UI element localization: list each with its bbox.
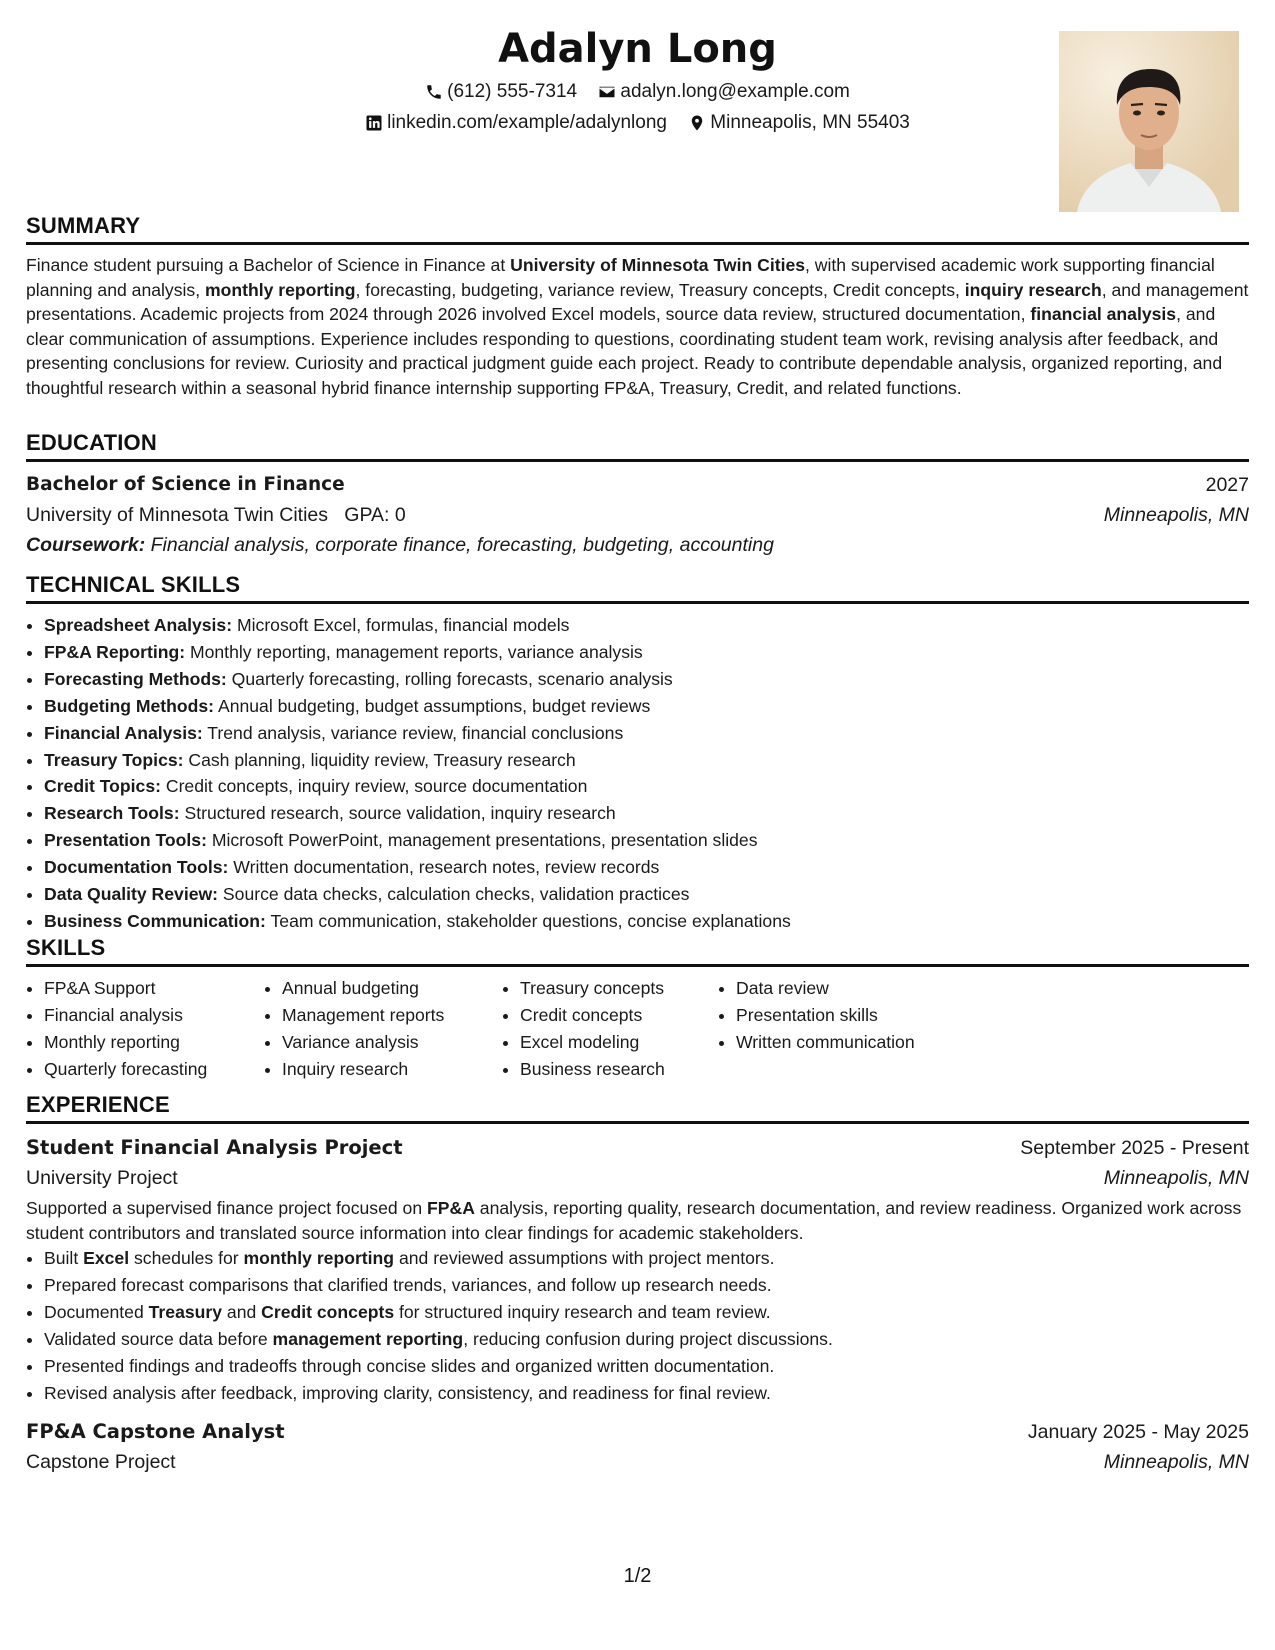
technical-skill-item xyxy=(44,693,1249,720)
education-section xyxy=(26,430,1249,560)
job-bullet-item xyxy=(44,1326,1249,1353)
job-bullet-emphasis: Excel xyxy=(83,1248,130,1268)
coursework-row xyxy=(26,530,1249,560)
job-bullet-emphasis: Treasury xyxy=(148,1301,223,1322)
skill-item: • Annual budgeting xyxy=(282,975,502,1002)
technical-skill-value: Trend analysis, variance review, financial conclusions xyxy=(202,722,624,743)
envelope-icon xyxy=(598,83,616,101)
skill-item: • Credit concepts xyxy=(520,1002,718,1029)
job-bullet-item xyxy=(44,1353,1249,1380)
section-heading-education: EDUCATION xyxy=(26,430,1249,462)
summary-emphasis: University of Minnesota Twin Cities xyxy=(510,255,806,275)
job-summary-text: Supported a supervised finance project focused on xyxy=(26,1198,428,1218)
technical-skill-value: Structured research, source validation, inquiry research xyxy=(179,803,616,824)
job-bullet-text: Documented xyxy=(44,1301,149,1322)
job-title: Student Financial Analysis Project xyxy=(26,1136,403,1159)
technical-skill-value: Source data checks, calculation checks, validation practices xyxy=(218,884,690,905)
skills-column-1 xyxy=(26,975,264,1083)
location-text: Minneapolis, MN 55403 xyxy=(710,112,910,133)
education-school-row xyxy=(26,500,1249,530)
email-contact[interactable] xyxy=(598,80,849,104)
skills-column-4 xyxy=(718,975,986,1083)
resume-page xyxy=(26,0,1249,1650)
technical-skill-label: Business Communication: xyxy=(44,910,266,931)
summary-text: , and clear communication of assumptions. Experience includes responding to questions, coordinating student team work, revising analysis after feedback, and presenting conclusions for review. Curiosity and practical judgment guide each project. Ready to contribute dependable analysis, organized reporting, and thoughtful research within a seasonal hybrid finance internship supporting FP&A, Treasury, Credit, and related functions. xyxy=(26,304,1223,398)
job-organization: University Project xyxy=(26,1167,178,1189)
job-bullets xyxy=(26,1245,1249,1406)
job-bullet-text: schedules for xyxy=(129,1248,244,1268)
technical-skill-item xyxy=(44,773,1249,800)
phone-icon xyxy=(425,83,443,101)
experience-section xyxy=(26,1092,1249,1476)
technical-skill-item xyxy=(44,854,1249,881)
summary-text: , forecasting, budgeting, variance review, Treasury concepts, Credit concepts, xyxy=(355,279,965,300)
summary-section xyxy=(26,213,1249,400)
technical-skill-label: Research Tools: xyxy=(44,803,180,824)
job-org-row xyxy=(26,1164,1249,1192)
linkedin-contact[interactable] xyxy=(365,111,667,135)
skill-item: • Inquiry research xyxy=(282,1056,502,1083)
skill-item: • Business research xyxy=(520,1056,718,1083)
job-title-row xyxy=(26,1132,1249,1164)
job-summary xyxy=(26,1196,1249,1245)
job-summary-emphasis: FP&A xyxy=(427,1198,475,1218)
job-bullet-text: Validated source data before xyxy=(44,1328,273,1349)
phone-text: (612) 555-7314 xyxy=(447,81,578,102)
skill-item: • Variance analysis xyxy=(282,1029,502,1056)
skills-column-3 xyxy=(502,975,718,1083)
technical-skill-item xyxy=(44,827,1249,854)
technical-skills-section xyxy=(26,572,1249,935)
experience-entry xyxy=(26,1416,1249,1476)
technical-skill-item xyxy=(44,666,1249,693)
location-contact xyxy=(688,111,910,135)
summary-emphasis: financial analysis xyxy=(1030,304,1177,324)
profile-photo xyxy=(1059,31,1239,212)
summary-text: , and management presentations. Academic projects from 2024 through 2026 involved Excel models, source data review, structured documentation, xyxy=(26,279,1249,324)
school-name: University of Minnesota Twin Cities xyxy=(26,504,329,526)
technical-skill-label: Presentation Tools: xyxy=(44,830,207,851)
skill-item: • Data review xyxy=(736,975,986,1002)
job-bullet-item xyxy=(44,1299,1249,1326)
job-bullet-item xyxy=(44,1380,1249,1407)
job-dates: January 2025 - May 2025 xyxy=(1027,1421,1249,1444)
skills-columns xyxy=(26,975,1249,1083)
technical-skill-label: Treasury Topics: xyxy=(44,749,184,770)
job-title-row xyxy=(26,1416,1249,1448)
summary-paragraph xyxy=(26,253,1249,400)
technical-skill-item xyxy=(44,800,1249,827)
skills-column-2 xyxy=(264,975,502,1083)
skill-item: • Written communication xyxy=(736,1029,986,1056)
resume-header xyxy=(26,0,1249,215)
job-bullet-text: Prepared forecast comparisons that clarified trends, variances, and follow up research needs. xyxy=(44,1274,772,1295)
coursework-list: Financial analysis, corporate finance, forecasting, budgeting, accounting xyxy=(150,534,774,556)
profile-portrait-illustration xyxy=(1059,31,1239,212)
job-bullet-item xyxy=(44,1272,1249,1299)
job-location: Minneapolis, MN xyxy=(1103,1451,1249,1474)
technical-skill-value: Monthly reporting, management reports, variance analysis xyxy=(185,641,643,662)
job-title: FP&A Capstone Analyst xyxy=(26,1420,285,1444)
phone-contact xyxy=(425,80,577,104)
technical-skill-value: Credit concepts, inquiry review, source documentation xyxy=(160,776,588,797)
school-location: Minneapolis, MN xyxy=(1103,504,1249,526)
technical-skill-item xyxy=(44,747,1249,774)
job-dates: September 2025 - Present xyxy=(1020,1137,1249,1159)
experience-entry xyxy=(26,1132,1249,1406)
graduation-year: 2027 xyxy=(1205,474,1249,496)
job-bullet-text: Revised analysis after feedback, improving clarity, consistency, and readiness for final review. xyxy=(44,1382,771,1403)
education-degree-row xyxy=(26,470,1249,500)
skill-item: • Treasury concepts xyxy=(520,975,718,1002)
technical-skill-item xyxy=(44,639,1249,666)
summary-emphasis: inquiry research xyxy=(964,279,1102,300)
job-location: Minneapolis, MN xyxy=(1103,1167,1249,1189)
technical-skill-value: Microsoft PowerPoint, management presentations, presentation slides xyxy=(206,830,758,851)
section-heading-skills: SKILLS xyxy=(26,935,1249,967)
skills-section xyxy=(26,935,1249,1083)
map-pin-icon xyxy=(688,114,706,132)
technical-skill-item xyxy=(44,720,1249,747)
technical-skill-value: Team communication, stakeholder questions, concise explanations xyxy=(265,910,791,931)
job-bullet-text: Presented findings and tradeoffs through concise slides and organized written documentation. xyxy=(44,1355,775,1376)
email-text[interactable]: adalyn.long@example.com xyxy=(620,81,850,102)
technical-skill-label: Forecasting Methods: xyxy=(44,668,227,689)
technical-skill-label: Documentation Tools: xyxy=(44,857,229,878)
gpa: GPA: 0 xyxy=(344,504,406,526)
job-bullet-text: for structured inquiry research and team review. xyxy=(394,1301,771,1322)
technical-skill-label: Spreadsheet Analysis: xyxy=(44,615,233,635)
skill-item: • FP&A Support xyxy=(44,975,264,1002)
technical-skill-value: Annual budgeting, budget assumptions, budget reviews xyxy=(214,695,651,716)
technical-skills-list xyxy=(26,612,1249,935)
section-heading-technical-skills: TECHNICAL SKILLS xyxy=(26,572,1249,604)
job-bullet-text: Built xyxy=(44,1248,84,1268)
technical-skill-label: Budgeting Methods: xyxy=(44,695,215,716)
job-org-row xyxy=(26,1448,1249,1476)
degree-title: Bachelor of Science in Finance xyxy=(26,474,345,495)
job-organization: Capstone Project xyxy=(26,1451,176,1474)
technical-skill-label: Data Quality Review: xyxy=(44,884,219,905)
summary-text: Finance student pursuing a Bachelor of Science in Finance at xyxy=(26,255,511,275)
technical-skill-item xyxy=(44,612,1249,639)
school-info xyxy=(26,500,406,530)
technical-skill-value: Cash planning, liquidity review, Treasury research xyxy=(183,749,576,770)
job-summary-text: analysis, reporting quality, research documentation, and review readiness. Organized work across student contributors and translated source information into clear findings for academic stakeholders. xyxy=(26,1198,1242,1243)
job-bullet-emphasis: Credit concepts xyxy=(261,1301,395,1322)
technical-skill-value: Quarterly forecasting, rolling forecasts, scenario analysis xyxy=(226,668,673,689)
job-bullet-text: and xyxy=(222,1301,262,1322)
skill-item: • Monthly reporting xyxy=(44,1029,264,1056)
candidate-name: Adalyn Long xyxy=(498,26,777,72)
section-heading-experience: EXPERIENCE xyxy=(26,1092,1249,1124)
technical-skill-label: Credit Topics: xyxy=(44,776,161,797)
technical-skill-value: Microsoft Excel, formulas, financial models xyxy=(232,615,570,635)
job-bullet-emphasis: monthly reporting xyxy=(243,1248,395,1268)
job-bullet-item xyxy=(44,1245,1249,1272)
coursework-label: Coursework: xyxy=(26,534,146,556)
linkedin-text[interactable]: linkedin.com/example/adalynlong xyxy=(387,112,667,133)
technical-skill-value: Written documentation, research notes, review records xyxy=(228,857,660,878)
summary-emphasis: monthly reporting xyxy=(205,279,356,300)
skill-item: • Excel modeling xyxy=(520,1029,718,1056)
technical-skill-label: Financial Analysis: xyxy=(44,722,203,743)
skill-item: • Quarterly forecasting xyxy=(44,1056,264,1083)
technical-skill-label: FP&A Reporting: xyxy=(44,641,186,662)
summary-text: , with supervised academic work supporting financial planning and analysis, xyxy=(26,255,1215,300)
page-number: 1/2 xyxy=(623,1565,652,1587)
skill-item: • Management reports xyxy=(282,1002,502,1029)
skill-item: • Financial analysis xyxy=(44,1002,264,1029)
linkedin-icon xyxy=(365,114,383,132)
job-bullet-emphasis: management reporting xyxy=(272,1328,464,1349)
experience-jobs xyxy=(26,1132,1249,1476)
job-bullet-text: , reducing confusion during project discussions. xyxy=(463,1328,833,1349)
technical-skill-item xyxy=(44,881,1249,908)
job-bullet-text: and reviewed assumptions with project mentors. xyxy=(394,1248,775,1268)
section-heading-summary: SUMMARY xyxy=(26,213,1249,245)
technical-skill-item xyxy=(44,908,1249,935)
skill-item: • Presentation skills xyxy=(736,1002,986,1029)
